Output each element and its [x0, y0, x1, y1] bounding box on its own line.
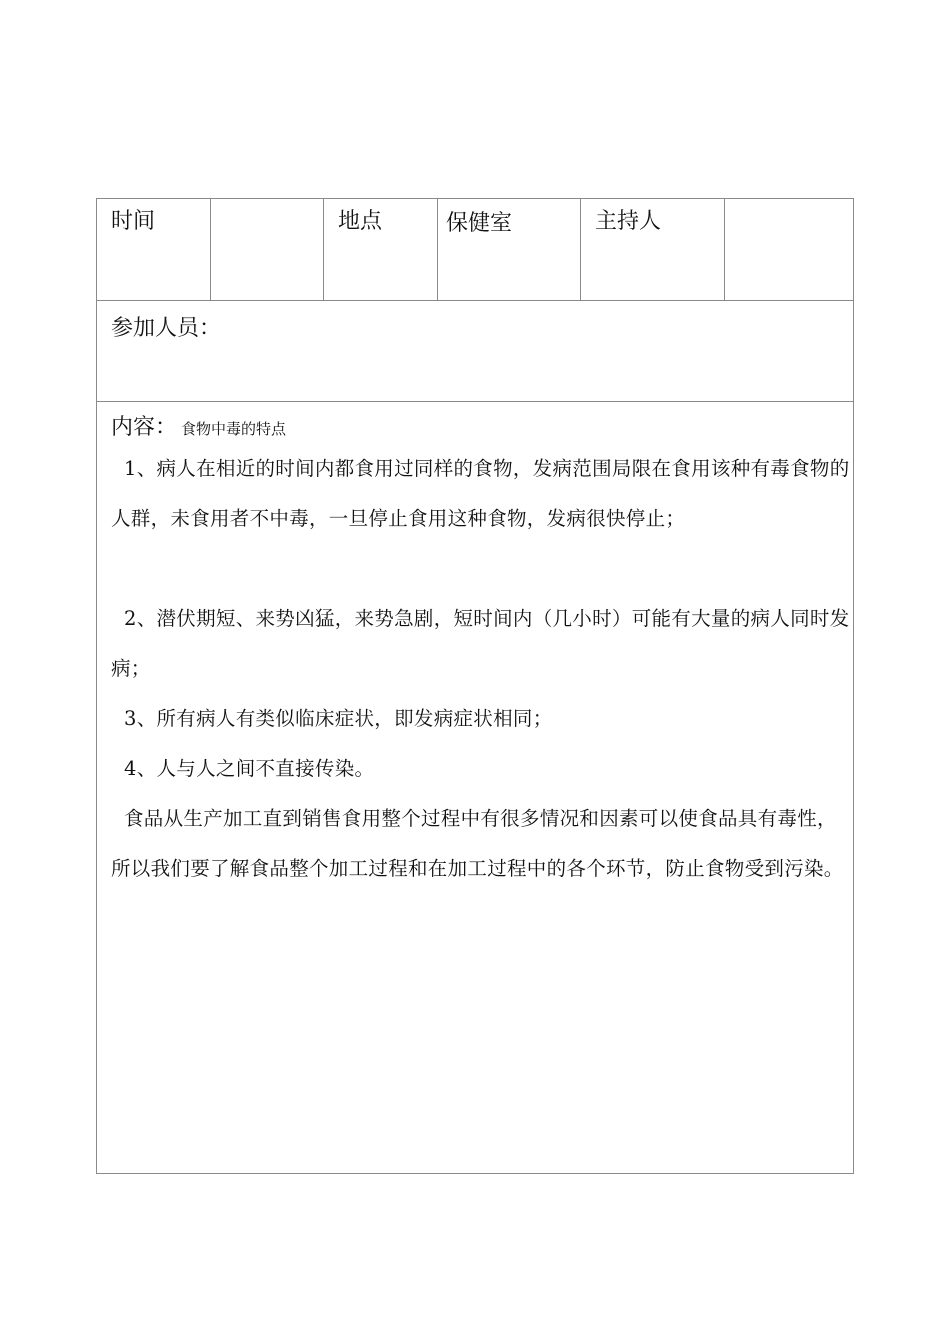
participants-row: [97, 300, 853, 402]
place-value: 保健室: [446, 211, 513, 236]
content-paragraph-1: 1、病人在相近的时间内都食用过同样的食物，发病范围局限在食用该种有毒食物的人群，未食用者不中毒，一旦停止食用这种食物，发病很快停止；: [111, 457, 850, 530]
content-paragraph-5: 食品从生产加工直到销售食用整个过程中有很多情况和因素可以使食品具有毒性，所以我们要了解食品整个加工过程和在加工过程中的各个环节，防止食物受到污染。: [111, 807, 844, 880]
content-section: [97, 402, 853, 1173]
content-topic: 食物中毒的特点: [181, 420, 287, 438]
content-paragraph-2: 2、潜伏期短、来势凶猛，来势急剧，短时间内（几小时）可能有大量的病人同时发病；: [111, 607, 850, 680]
host-label-cell: [581, 199, 725, 300]
meeting-record-table: [96, 198, 854, 1174]
place-value-cell: [438, 199, 581, 300]
host-value-cell: [725, 199, 853, 300]
time-label: 时间: [111, 209, 156, 234]
host-label: 主持人: [595, 209, 662, 234]
place-label: 地点: [338, 209, 383, 234]
time-value-cell: [211, 199, 324, 300]
time-label-cell: [97, 199, 211, 300]
content-heading: [111, 410, 286, 441]
participants-label: 参加人员：: [111, 316, 222, 341]
place-label-cell: [324, 199, 438, 300]
content-label: 内容：: [111, 415, 178, 440]
content-paragraph-3: 3、所有病人有类似临床症状，即发病症状相同；: [111, 707, 553, 730]
header-row: [97, 199, 853, 301]
content-paragraph-4: 4、人与人之间不直接传染。: [111, 757, 375, 780]
